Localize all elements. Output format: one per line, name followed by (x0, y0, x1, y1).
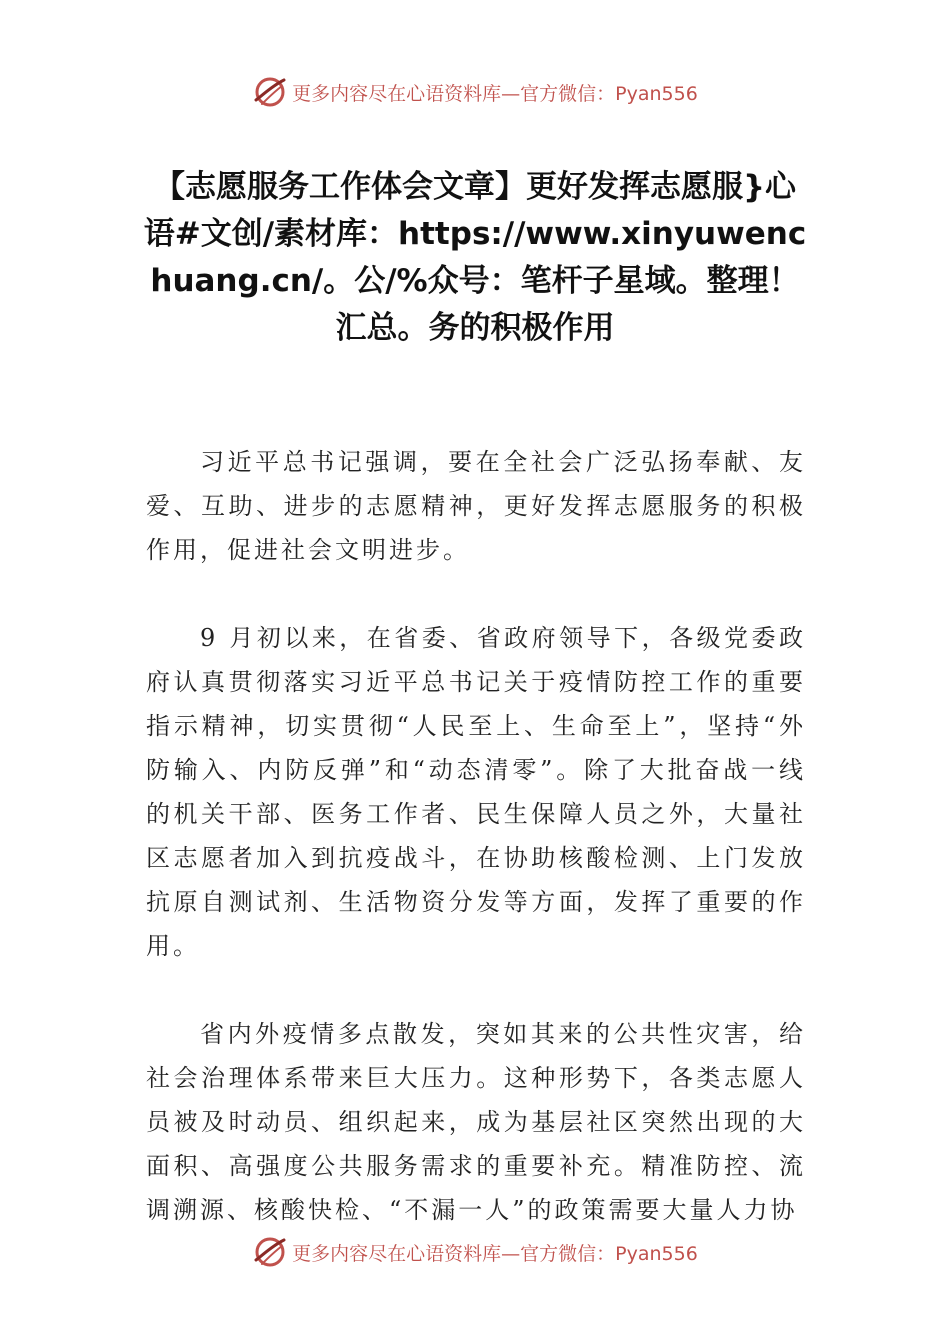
header-watermark (0, 70, 950, 114)
document-body (146, 440, 806, 1276)
wechat-id: Pyan556 (615, 1242, 698, 1265)
watermark-text: 更多内容尽在心语资料库—官方微信：Pyan556 (292, 82, 698, 105)
wechat-id: Pyan556 (615, 82, 698, 105)
footer-watermark (0, 1230, 950, 1274)
paragraph: 习近平总书记强调，要在全社会广泛弘扬奉献、友爱、互助、进步的志愿精神，更好发挥志愿服务的积极作用，促进社会文明进步。 (146, 448, 806, 564)
logo-icon (252, 1234, 288, 1270)
document-title: 【志愿服务工作体会文章】更好发挥志愿服}心语#文创/素材库：https://www.xinyuwenchuang.cn/。公/%众号：笔杆子星域。整理！汇总。务的积极作用 (143, 169, 807, 346)
paragraph: 9 月初以来，在省委、省政府领导下，各级党委政府认真贯彻落实习近平总书记关于疫情防控工作的重要指示精神，切实贯彻“人民至上、生命至上”，坚持“外防输入、内防反弹”和“动态清零”。除了大批奋战一线的机关干部、医务工作者、民生保障人员之外，大量社区志愿者加入到抗疫战斗，在协助核酸检测、上门发放抗原自测试剂、生活物资分发等方面，发挥了重要的作用。 (146, 624, 806, 960)
paragraph: 省内外疫情多点散发，突如其来的公共性灾害，给社会治理体系带来巨大压力。这种形势下，各类志愿人员被及时动员、组织起来，成为基层社区突然出现的大面积、高强度公共服务需求的重要补充。精准防控、流调溯源、核酸快检、“不漏一人”的政策需要大量人力协 (146, 1020, 806, 1224)
logo-icon (252, 74, 288, 110)
watermark-text: 更多内容尽在心语资料库—官方微信：Pyan556 (292, 1242, 698, 1265)
